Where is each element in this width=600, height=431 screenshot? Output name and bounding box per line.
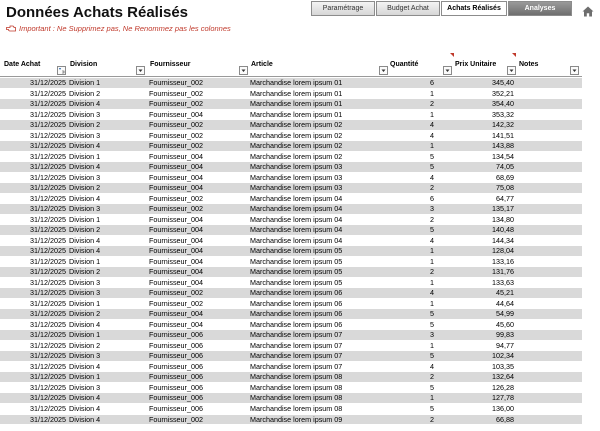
cell-four[interactable]: Fournisseur_002 [149, 120, 203, 130]
cell-div[interactable]: Division 3 [69, 130, 101, 140]
cell-four[interactable]: Fournisseur_004 [149, 162, 203, 172]
cell-qty[interactable]: 4 [430, 361, 434, 371]
cell-four[interactable]: Fournisseur_002 [149, 130, 203, 140]
cell-qty[interactable]: 3 [430, 204, 434, 214]
table-row[interactable] [0, 224, 582, 235]
cell-prix[interactable]: 345,40 [492, 78, 514, 87]
table-row[interactable] [0, 172, 582, 183]
cell-qty[interactable]: 2 [430, 214, 434, 224]
cell-four[interactable]: Fournisseur_006 [149, 372, 203, 382]
table-header [0, 58, 582, 77]
cell-div[interactable]: Division 1 [69, 256, 101, 266]
cell-date[interactable]: 31/12/2025 [30, 183, 66, 193]
header-fournisseur: Fournisseur [150, 61, 191, 68]
table-row[interactable] [0, 245, 582, 256]
cell-prix[interactable]: 75,08 [496, 183, 514, 193]
cell-four[interactable]: Fournisseur_004 [149, 109, 203, 119]
cell-date[interactable]: 31/12/2025 [30, 246, 66, 256]
table-row[interactable] [0, 77, 582, 88]
tab-achats-realises[interactable]: Achats Réalisés [441, 1, 507, 16]
home-icon[interactable] [582, 4, 594, 15]
cell-art[interactable]: Marchandise lorem ipsum 06 [250, 309, 343, 319]
cell-div[interactable]: Division 4 [69, 141, 101, 151]
cell-art[interactable]: Marchandise lorem ipsum 08 [250, 393, 343, 403]
filter-sort-icon[interactable] [57, 66, 66, 75]
cell-art[interactable]: Marchandise lorem ipsum 08 [250, 382, 343, 392]
cell-four[interactable]: Fournisseur_004 [149, 235, 203, 245]
table-row[interactable] [0, 266, 582, 277]
cell-prix[interactable]: 44,64 [496, 298, 514, 308]
table-row[interactable] [0, 414, 582, 425]
table-row[interactable] [0, 340, 582, 351]
table-row[interactable] [0, 361, 582, 372]
cell-four[interactable]: Fournisseur_004 [149, 309, 203, 319]
comment-marker [450, 53, 454, 57]
cell-div[interactable]: Division 4 [69, 403, 101, 413]
table-row[interactable] [0, 109, 582, 120]
cell-art[interactable]: Marchandise lorem ipsum 02 [250, 130, 343, 140]
cell-date[interactable]: 31/12/2025 [30, 340, 66, 350]
notice [6, 24, 231, 33]
filter-dropdown-icon[interactable] [570, 66, 579, 75]
cell-qty[interactable]: 3 [430, 330, 434, 340]
cell-prix[interactable]: 132,64 [492, 372, 514, 382]
cell-date[interactable]: 31/12/2025 [30, 414, 66, 424]
cell-date[interactable]: 31/12/2025 [30, 319, 66, 329]
cell-art[interactable]: Marchandise lorem ipsum 04 [250, 204, 343, 214]
cell-four[interactable]: Fournisseur_004 [149, 256, 203, 266]
cell-four[interactable]: Fournisseur_004 [149, 183, 203, 193]
cell-prix[interactable]: 354,40 [492, 99, 514, 109]
cell-qty[interactable]: 1 [430, 141, 434, 151]
table-row[interactable] [0, 161, 582, 172]
cell-four[interactable]: Fournisseur_006 [149, 330, 203, 340]
cell-qty[interactable]: 5 [430, 319, 434, 329]
cell-div[interactable]: Division 1 [69, 298, 101, 308]
cell-div[interactable]: Division 3 [69, 204, 101, 214]
cell-date[interactable]: 31/12/2025 [30, 288, 66, 298]
cell-four[interactable]: Fournisseur_004 [149, 214, 203, 224]
cell-prix[interactable]: 136,00 [492, 403, 514, 413]
cell-four[interactable]: Fournisseur_006 [149, 393, 203, 403]
page-title: Données Achats Réalisés [6, 4, 189, 21]
cell-div[interactable]: Division 1 [69, 330, 101, 340]
cell-date[interactable]: 31/12/2025 [30, 361, 66, 371]
cell-qty[interactable]: 2 [430, 99, 434, 109]
cell-art[interactable]: Marchandise lorem ipsum 05 [250, 246, 343, 256]
cell-four[interactable]: Fournisseur_004 [149, 225, 203, 235]
cell-div[interactable]: Division 1 [69, 372, 101, 382]
cell-qty[interactable]: 2 [430, 183, 434, 193]
table-row[interactable] [0, 287, 582, 298]
cell-prix[interactable]: 134,54 [492, 151, 514, 161]
cell-four[interactable]: Fournisseur_004 [149, 319, 203, 329]
cell-qty[interactable]: 1 [430, 109, 434, 119]
cell-div[interactable]: Division 4 [69, 414, 101, 424]
cell-date[interactable]: 31/12/2025 [30, 382, 66, 392]
table-row[interactable] [0, 329, 582, 340]
cell-div[interactable]: Division 4 [69, 393, 101, 403]
cell-prix[interactable]: 133,63 [492, 277, 514, 287]
cell-date[interactable]: 31/12/2025 [30, 267, 66, 277]
cell-prix[interactable]: 133,16 [492, 256, 514, 266]
cell-qty[interactable]: 2 [430, 267, 434, 277]
cell-prix[interactable]: 142,32 [492, 120, 514, 130]
cell-four[interactable]: Fournisseur_006 [149, 340, 203, 350]
cell-art[interactable]: Marchandise lorem ipsum 07 [250, 330, 343, 340]
cell-qty[interactable]: 6 [430, 193, 434, 203]
cell-qty[interactable]: 1 [430, 277, 434, 287]
notice-text: Important : Ne Supprimez pas, Ne Renommez pas les colonnes [19, 24, 231, 33]
cell-date[interactable]: 31/12/2025 [30, 277, 66, 287]
cell-div[interactable]: Division 2 [69, 340, 101, 350]
cell-prix[interactable]: 134,80 [492, 214, 514, 224]
cell-four[interactable]: Fournisseur_002 [149, 141, 203, 151]
cell-art[interactable]: Marchandise lorem ipsum 03 [250, 183, 343, 193]
cell-four[interactable]: Fournisseur_002 [149, 298, 203, 308]
cell-div[interactable]: Division 3 [69, 109, 101, 119]
cell-div[interactable]: Division 1 [69, 151, 101, 161]
cell-four[interactable]: Fournisseur_004 [149, 277, 203, 287]
header-article: Article [251, 61, 273, 68]
cell-div[interactable]: Division 2 [69, 183, 101, 193]
cell-qty[interactable]: 4 [430, 130, 434, 140]
table-row[interactable] [0, 235, 582, 246]
cell-four[interactable]: Fournisseur_002 [149, 193, 203, 203]
cell-div[interactable]: Division 3 [69, 288, 101, 298]
table-row[interactable] [0, 214, 582, 225]
cell-art[interactable]: Marchandise lorem ipsum 08 [250, 372, 343, 382]
cell-date[interactable]: 31/12/2025 [30, 109, 66, 119]
comment-marker [512, 53, 516, 57]
table-row[interactable] [0, 193, 582, 204]
cell-qty[interactable]: 1 [430, 340, 434, 350]
cell-qty[interactable]: 4 [430, 288, 434, 298]
table-row[interactable] [0, 371, 582, 382]
cell-date[interactable]: 31/12/2025 [30, 330, 66, 340]
cell-prix[interactable]: 103,35 [492, 361, 514, 371]
cell-qty[interactable]: 5 [430, 309, 434, 319]
cell-art[interactable]: Marchandise lorem ipsum 02 [250, 151, 343, 161]
cell-prix[interactable]: 352,21 [492, 88, 514, 98]
cell-date[interactable]: 31/12/2025 [30, 214, 66, 224]
table-row[interactable] [0, 298, 582, 309]
cell-date[interactable]: 31/12/2025 [30, 78, 66, 87]
cell-date[interactable]: 31/12/2025 [30, 162, 66, 172]
cell-art[interactable]: Marchandise lorem ipsum 07 [250, 351, 343, 361]
cell-art[interactable]: Marchandise lorem ipsum 06 [250, 319, 343, 329]
cell-art[interactable]: Marchandise lorem ipsum 08 [250, 403, 343, 413]
cell-qty[interactable]: 1 [430, 88, 434, 98]
cell-date[interactable]: 31/12/2025 [30, 393, 66, 403]
header-division: Division [70, 61, 98, 68]
cell-prix[interactable]: 143,88 [492, 141, 514, 151]
cell-div[interactable]: Division 3 [69, 277, 101, 287]
cell-art[interactable]: Marchandise lorem ipsum 06 [250, 288, 343, 298]
purchases-table [0, 58, 582, 424]
cell-art[interactable]: Marchandise lorem ipsum 01 [250, 99, 343, 109]
tab-parametrage[interactable]: Paramétrage [311, 1, 375, 16]
table-row[interactable] [0, 308, 582, 319]
cell-art[interactable]: Marchandise lorem ipsum 05 [250, 256, 343, 266]
cell-four[interactable]: Fournisseur_004 [149, 151, 203, 161]
cell-prix[interactable]: 127,78 [492, 393, 514, 403]
cell-art[interactable]: Marchandise lorem ipsum 02 [250, 141, 343, 151]
cell-date[interactable]: 31/12/2025 [30, 298, 66, 308]
cell-four[interactable]: Fournisseur_006 [149, 351, 203, 361]
cell-date[interactable]: 31/12/2025 [30, 130, 66, 140]
table-row[interactable] [0, 403, 582, 414]
cell-date[interactable]: 31/12/2025 [30, 193, 66, 203]
table-row[interactable] [0, 203, 582, 214]
cell-date[interactable]: 31/12/2025 [30, 204, 66, 214]
cell-date[interactable]: 31/12/2025 [30, 403, 66, 413]
cell-art[interactable]: Marchandise lorem ipsum 05 [250, 267, 343, 277]
cell-div[interactable]: Division 3 [69, 172, 101, 182]
cell-date[interactable]: 31/12/2025 [30, 120, 66, 130]
cell-prix[interactable]: 94,77 [496, 340, 514, 350]
table-row[interactable] [0, 140, 582, 151]
cell-prix[interactable]: 140,48 [492, 225, 514, 235]
cell-div[interactable]: Division 4 [69, 162, 101, 172]
cell-four[interactable]: Fournisseur_002 [149, 414, 203, 424]
cell-prix[interactable]: 45,21 [496, 288, 514, 298]
cell-date[interactable]: 31/12/2025 [30, 151, 66, 161]
cell-four[interactable]: Fournisseur_002 [149, 288, 203, 298]
cell-qty[interactable]: 5 [430, 382, 434, 392]
cell-div[interactable]: Division 4 [69, 99, 101, 109]
cell-qty[interactable]: 5 [430, 151, 434, 161]
cell-art[interactable]: Marchandise lorem ipsum 04 [250, 235, 343, 245]
cell-qty[interactable]: 5 [430, 225, 434, 235]
cell-art[interactable]: Marchandise lorem ipsum 03 [250, 162, 343, 172]
cell-date[interactable]: 31/12/2025 [30, 235, 66, 245]
cell-art[interactable]: Marchandise lorem ipsum 01 [250, 78, 343, 87]
cell-date[interactable]: 31/12/2025 [30, 141, 66, 151]
cell-prix[interactable]: 135,17 [492, 204, 514, 214]
filter-dropdown-icon[interactable] [136, 66, 145, 75]
cell-prix[interactable]: 64,77 [496, 193, 514, 203]
cell-art[interactable]: Marchandise lorem ipsum 04 [250, 214, 343, 224]
cell-art[interactable]: Marchandise lorem ipsum 06 [250, 298, 343, 308]
table-row[interactable] [0, 151, 582, 162]
table-row[interactable] [0, 319, 582, 330]
cell-four[interactable]: Fournisseur_004 [149, 246, 203, 256]
cell-div[interactable]: Division 2 [69, 88, 101, 98]
cell-qty[interactable]: 1 [430, 393, 434, 403]
cell-four[interactable]: Fournisseur_002 [149, 99, 203, 109]
cell-date[interactable]: 31/12/2025 [30, 351, 66, 361]
cell-qty[interactable]: 5 [430, 403, 434, 413]
cell-four[interactable]: Fournisseur_004 [149, 172, 203, 182]
table-row[interactable] [0, 98, 582, 109]
cell-date[interactable]: 31/12/2025 [30, 172, 66, 182]
cell-qty[interactable]: 4 [430, 235, 434, 245]
cell-qty[interactable]: 2 [430, 372, 434, 382]
cell-div[interactable]: Division 4 [69, 246, 101, 256]
cell-div[interactable]: Division 2 [69, 267, 101, 277]
tab-analyses[interactable]: Analyses [508, 1, 572, 16]
cell-four[interactable]: Fournisseur_002 [149, 78, 203, 87]
cell-prix[interactable]: 68,69 [496, 172, 514, 182]
cell-art[interactable]: Marchandise lorem ipsum 07 [250, 361, 343, 371]
cell-prix[interactable]: 131,76 [492, 267, 514, 277]
cell-art[interactable]: Marchandise lorem ipsum 04 [250, 193, 343, 203]
cell-art[interactable]: Marchandise lorem ipsum 01 [250, 109, 343, 119]
cell-div[interactable]: Division 2 [69, 120, 101, 130]
header-prix-unitaire: Prix Unitaire [455, 61, 497, 68]
cell-qty[interactable]: 1 [430, 256, 434, 266]
table-row[interactable] [0, 392, 582, 403]
cell-art[interactable]: Marchandise lorem ipsum 04 [250, 225, 343, 235]
tab-bar [311, 1, 573, 16]
cell-date[interactable]: 31/12/2025 [30, 372, 66, 382]
tab-budget-achat[interactable]: Budget Achat [376, 1, 440, 16]
header-quantite: Quantité [390, 61, 419, 68]
cell-div[interactable]: Division 4 [69, 235, 101, 245]
cell-div[interactable]: Division 3 [69, 382, 101, 392]
cell-div[interactable]: Division 4 [69, 193, 101, 203]
cell-date[interactable]: 31/12/2025 [30, 99, 66, 109]
cell-qty[interactable]: 1 [430, 298, 434, 308]
cell-prix[interactable]: 54,99 [496, 309, 514, 319]
cell-prix[interactable]: 353,32 [492, 109, 514, 119]
cell-qty[interactable]: 6 [430, 78, 434, 87]
cell-prix[interactable]: 74,05 [496, 162, 514, 172]
cell-prix[interactable]: 66,88 [496, 414, 514, 424]
cell-prix[interactable]: 141,51 [492, 130, 514, 140]
cell-four[interactable]: Fournisseur_004 [149, 267, 203, 277]
hand-pointer-icon [6, 25, 16, 32]
cell-prix[interactable]: 102,34 [492, 351, 514, 361]
cell-prix[interactable]: 99,83 [496, 330, 514, 340]
cell-qty[interactable]: 2 [430, 414, 434, 424]
cell-date[interactable]: 31/12/2025 [30, 225, 66, 235]
table-row[interactable] [0, 182, 582, 193]
cell-qty[interactable]: 5 [430, 351, 434, 361]
table-row[interactable] [0, 88, 582, 99]
cell-four[interactable]: Fournisseur_002 [149, 204, 203, 214]
cell-date[interactable]: 31/12/2025 [30, 256, 66, 266]
cell-div[interactable]: Division 2 [69, 225, 101, 235]
cell-div[interactable]: Division 1 [69, 214, 101, 224]
cell-four[interactable]: Fournisseur_006 [149, 382, 203, 392]
cell-date[interactable]: 31/12/2025 [30, 88, 66, 98]
cell-date[interactable]: 31/12/2025 [30, 309, 66, 319]
cell-prix[interactable]: 144,34 [492, 235, 514, 245]
cell-art[interactable]: Marchandise lorem ipsum 09 [250, 414, 343, 424]
cell-prix[interactable]: 126,28 [492, 382, 514, 392]
table-row[interactable] [0, 277, 582, 288]
cell-div[interactable]: Division 2 [69, 309, 101, 319]
cell-qty[interactable]: 1 [430, 246, 434, 256]
table-row[interactable] [0, 130, 582, 141]
cell-qty[interactable]: 4 [430, 172, 434, 182]
cell-art[interactable]: Marchandise lorem ipsum 02 [250, 120, 343, 130]
table-row[interactable] [0, 350, 582, 361]
cell-div[interactable]: Division 4 [69, 361, 101, 371]
cell-art[interactable]: Marchandise lorem ipsum 01 [250, 88, 343, 98]
table-row[interactable] [0, 119, 582, 130]
cell-four[interactable]: Fournisseur_006 [149, 361, 203, 371]
header-date-achat: Date Achat [4, 61, 41, 68]
cell-qty[interactable]: 4 [430, 120, 434, 130]
cell-div[interactable]: Division 1 [69, 78, 101, 87]
cell-prix[interactable]: 45,60 [496, 319, 514, 329]
cell-qty[interactable]: 5 [430, 162, 434, 172]
cell-art[interactable]: Marchandise lorem ipsum 07 [250, 340, 343, 350]
cell-four[interactable]: Fournisseur_006 [149, 403, 203, 413]
table-row[interactable] [0, 256, 582, 267]
header-notes: Notes [519, 61, 539, 68]
cell-art[interactable]: Marchandise lorem ipsum 05 [250, 277, 343, 287]
cell-prix[interactable]: 128,04 [492, 246, 514, 256]
table-row[interactable] [0, 382, 582, 393]
cell-div[interactable]: Division 3 [69, 351, 101, 361]
cell-art[interactable]: Marchandise lorem ipsum 03 [250, 172, 343, 182]
cell-div[interactable]: Division 4 [69, 319, 101, 329]
table-body [0, 77, 582, 424]
cell-four[interactable]: Fournisseur_002 [149, 88, 203, 98]
